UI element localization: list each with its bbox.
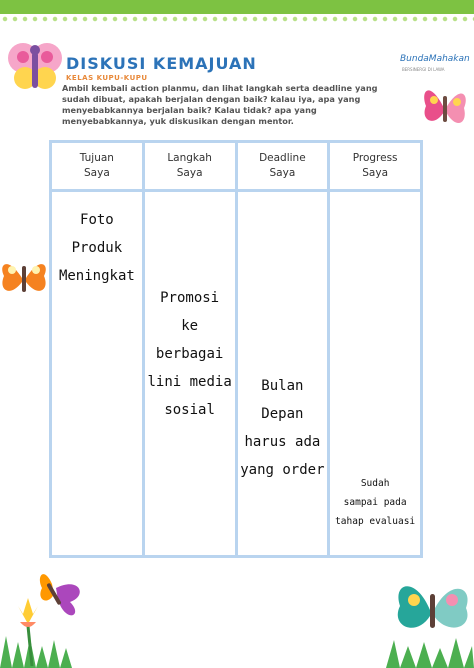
instructions-text: Ambil kembali action planmu, dan lihat langkah serta deadline yang sudah dibuat, apakah berjalan dengan baik? kalau iya, apa yang menyebabkannya berjalan baik? Kalau tidak? apa yang menyebabkannya, yuk diskusikan dengan mentor. xyxy=(62,83,378,126)
cell-tujuan xyxy=(51,191,144,557)
butterfly-icon xyxy=(6,38,64,94)
top-green-band xyxy=(0,0,474,14)
page-subtitle: KELAS KUPU-KUPU xyxy=(66,74,148,82)
butterfly-icon xyxy=(420,80,470,138)
header-deadline: Deadline Saya xyxy=(236,142,329,191)
header-tujuan: Tujuan Saya xyxy=(51,142,144,191)
cell-deadline xyxy=(236,191,329,557)
butterfly-icon xyxy=(386,576,474,668)
action-plan-table xyxy=(49,140,423,558)
brand-logo: BundaMahakan xyxy=(400,54,470,64)
header-langkah: Langkah Saya xyxy=(143,142,236,191)
table-row xyxy=(51,191,422,557)
cell-progress xyxy=(329,191,422,557)
flower-icon xyxy=(0,566,110,668)
handwritten-progress: Sudah sampai pada tahap evaluasi xyxy=(335,478,416,527)
handwritten-deadline: Bulan Depan harus ada yang order xyxy=(240,378,325,478)
header-progress: Progress Saya xyxy=(329,142,422,191)
page-title: DISKUSI KEMAJUAN xyxy=(66,54,257,73)
handwritten-tujuan: Foto Produk Meningkat xyxy=(58,212,135,284)
brand-tagline: BERSINERGI DI LAWA xyxy=(402,67,445,72)
handwritten-langkah: Promosi ke berbagai lini media sosial xyxy=(147,290,232,418)
table-header-row xyxy=(51,142,422,191)
cell-langkah xyxy=(143,191,236,557)
butterfly-icon xyxy=(0,252,48,304)
